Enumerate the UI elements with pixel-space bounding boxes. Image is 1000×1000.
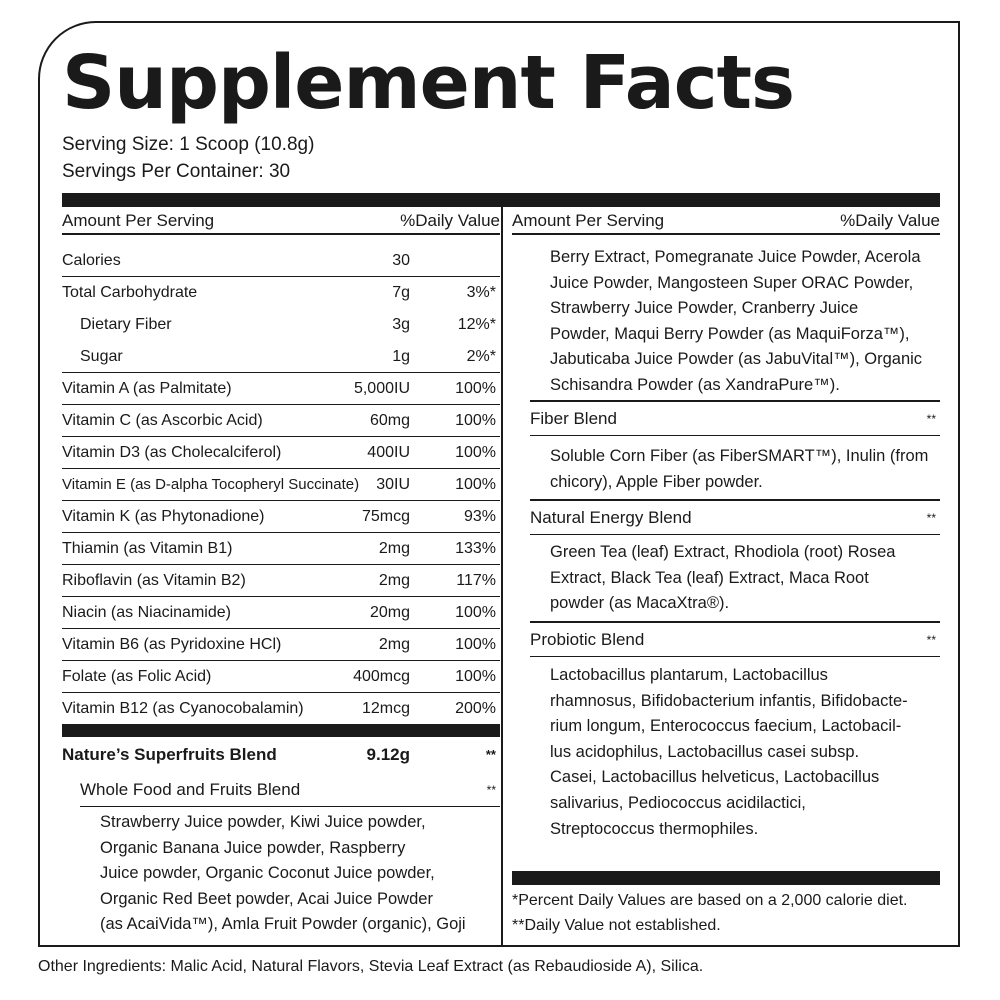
nutrient-row	[62, 661, 500, 693]
nutrient-row	[62, 245, 500, 277]
nutrient-name: Vitamin K (as Phytonadione)	[62, 508, 265, 525]
nutrient-name: Dietary Fiber	[80, 316, 172, 333]
nutrient-amount: 2mg	[378, 572, 410, 589]
nutrient-amount: 400IU	[367, 444, 410, 461]
ingredient-line: lus acidophilus, Lactobacillus casei subsp.	[550, 742, 860, 761]
energy-ingredients	[550, 540, 940, 617]
nutrient-row	[62, 693, 500, 725]
nutrient-row	[62, 373, 500, 405]
nutrient-daily-value: 100%	[455, 412, 496, 429]
nutrient-amount: 7g	[392, 284, 410, 301]
blend-dv: **	[485, 747, 496, 762]
fiber-blend-name: Fiber Blend	[530, 409, 617, 428]
nutrient-amount: 20mg	[369, 604, 410, 621]
amount-per-serving-header: Amount Per Serving	[512, 211, 665, 230]
nutrient-name: Vitamin E (as D-alpha Tocopheryl Succinate)	[62, 476, 360, 493]
ingredient-line: salivarius, Pediococcus acidilactici,	[550, 793, 806, 812]
nutrient-amount: 2mg	[378, 636, 410, 653]
probiotic-ingredients	[550, 663, 940, 842]
serving-size: Serving Size: 1 Scoop (10.8g)	[62, 134, 315, 155]
nutrient-daily-value: 100%	[455, 380, 496, 397]
left-header	[62, 207, 500, 235]
nutrient-name: Vitamin C (as Ascorbic Acid)	[62, 412, 263, 429]
nutrient-name: Folate (as Folic Acid)	[62, 668, 212, 685]
nutrient-daily-value: 12%*	[457, 316, 496, 333]
ingredient-line: Schisandra Powder (as XandraPure™).	[550, 375, 840, 394]
column-divider	[501, 207, 503, 945]
blend-thick-rule	[62, 725, 500, 737]
nutrient-amount: 30	[392, 252, 410, 269]
whole-food-blend-name: Whole Food and Fruits Blend	[80, 780, 301, 799]
nutrient-row	[62, 565, 500, 597]
ingredient-line: Juice Powder, Mangosteen Super ORAC Powder,	[550, 273, 914, 292]
amount-per-serving-header: Amount Per Serving	[62, 211, 215, 230]
ingredient-line: Strawberry Juice Powder, Cranberry Juice	[550, 299, 859, 318]
nutrient-name: Thiamin (as Vitamin B1)	[62, 540, 233, 557]
ingredient-line: Juice powder, Organic Coconut Juice powder,	[100, 864, 435, 883]
nutrient-daily-value: 100%	[455, 604, 496, 621]
nutrient-row	[62, 309, 500, 341]
left-column	[62, 207, 500, 945]
nutrient-daily-value: 117%	[456, 572, 496, 589]
nutrient-name: Vitamin D3 (as Cholecalciferol)	[62, 444, 282, 461]
energy-blend-name: Natural Energy Blend	[530, 508, 692, 527]
nutrient-name: Calories	[62, 252, 121, 269]
whole-food-blend-dv: **	[486, 783, 496, 797]
ingredient-line: Extract, Black Tea (leaf) Extract, Maca Root	[550, 568, 869, 587]
nutrient-daily-value: 93%	[463, 508, 496, 525]
nutrient-daily-value: 100%	[455, 668, 496, 685]
nutrient-row	[62, 469, 500, 501]
fiber-blend-dv: **	[926, 412, 936, 426]
probiotic-blend-dv: **	[926, 633, 936, 647]
ingredient-line: Organic Red Beet powder, Acai Juice Powder	[100, 889, 433, 908]
nutrient-name: Sugar	[80, 348, 123, 365]
fiber-ingredients	[550, 444, 940, 495]
fiber-blend-row	[530, 402, 940, 436]
blend-amount: 9.12g	[366, 745, 410, 764]
right-column	[512, 207, 940, 945]
nutrient-amount: 1g	[392, 348, 410, 365]
blend-name: Nature’s Superfruits Blend	[62, 745, 277, 764]
nutrient-daily-value: 133%	[455, 540, 496, 557]
nutrient-row	[62, 437, 500, 469]
footnote-not-established: **Daily Value not established.	[512, 917, 721, 934]
whole-food-ingredients-right	[550, 245, 940, 399]
nutrient-row	[62, 277, 500, 309]
ingredient-line: Jabuticaba Juice Powder (as JabuVital™), Organic	[550, 350, 923, 369]
ingredient-line: Organic Banana Juice powder, Raspberry	[100, 838, 406, 857]
probiotic-blend-row	[530, 623, 940, 657]
footnote-percent-dv: *Percent Daily Values are based on a 2,000 calorie diet.	[512, 892, 908, 909]
supplement-facts-panel	[38, 21, 960, 947]
footnote-thick-rule	[512, 871, 940, 885]
ingredient-line: Green Tea (leaf) Extract, Rhodiola (root) Rosea	[550, 543, 896, 561]
nutrient-amount: 3g	[392, 316, 410, 333]
other-ingredients: Other Ingredients: Malic Acid, Natural Flavors, Stevia Leaf Extract (as Rebaudioside A), Silica.	[38, 958, 704, 975]
nutrient-name: Vitamin B6 (as Pyridoxine HCl)	[62, 636, 282, 653]
nutrient-daily-value: 100%	[455, 476, 496, 493]
nutrient-amount: 12mcg	[361, 700, 410, 717]
nutrient-name: Total Carbohydrate	[62, 284, 198, 301]
probiotic-blend-name: Probiotic Blend	[530, 630, 645, 649]
ingredient-line: Casei, Lactobacillus helveticus, Lactobacillus	[550, 768, 880, 787]
whole-food-blend-row	[80, 773, 500, 807]
ingredient-line: powder (as MacaXtra®).	[550, 594, 730, 613]
ingredient-line: Powder, Maqui Berry Powder (as MaquiForza™),	[550, 324, 910, 343]
whole-food-ingredients-left	[100, 810, 466, 938]
ingredient-line: Soluble Corn Fiber (as FiberSMART™), Inulin (from	[550, 447, 929, 465]
nutrient-row	[62, 629, 500, 661]
daily-value-header: %Daily Value	[840, 211, 940, 230]
ingredient-line: Streptococcus thermophiles.	[550, 819, 759, 838]
nutrient-amount: 400mcg	[353, 668, 410, 685]
ingredient-line: Lactobacillus plantarum, Lactobacillus	[550, 666, 828, 684]
energy-blend-row	[530, 501, 940, 535]
nutrient-amount: 75mcg	[361, 508, 410, 525]
nutrient-row	[62, 405, 500, 437]
superfruits-blend-row	[62, 738, 500, 772]
nutrient-amount: 60mg	[369, 412, 410, 429]
ingredient-line: rhamnosus, Bifidobacterium infantis, Bifidobacte-	[550, 691, 908, 710]
right-header	[512, 207, 940, 235]
nutrient-amount: 2mg	[378, 540, 410, 557]
nutrient-row	[62, 533, 500, 565]
nutrient-row	[62, 597, 500, 629]
nutrient-name: Vitamin A (as Palmitate)	[62, 380, 232, 397]
nutrient-row	[62, 341, 500, 373]
nutrient-daily-value: 200%	[455, 700, 496, 717]
nutrient-amount: 30IU	[376, 476, 410, 493]
nutrient-name: Riboflavin (as Vitamin B2)	[62, 572, 246, 589]
energy-blend-dv: **	[926, 511, 936, 525]
nutrient-daily-value: 2%*	[466, 348, 496, 365]
daily-value-header: %Daily Value	[400, 211, 500, 230]
ingredient-line: rium longum, Enterococcus faecium, Lactobacil-	[550, 717, 902, 736]
panel-title: Supplement Facts	[62, 40, 795, 126]
servings-per-container: Servings Per Container: 30	[62, 161, 291, 182]
ingredient-line: Strawberry Juice powder, Kiwi Juice powder,	[100, 813, 426, 831]
ingredient-line: chicory), Apple Fiber powder.	[550, 472, 763, 491]
top-thick-rule	[62, 193, 940, 207]
nutrient-daily-value: 100%	[455, 636, 496, 653]
nutrient-daily-value: 3%*	[466, 284, 496, 301]
nutrient-row	[62, 501, 500, 533]
nutrient-daily-value: 100%	[455, 444, 496, 461]
nutrient-name: Vitamin B12 (as Cyanocobalamin)	[62, 700, 304, 717]
ingredient-line: (as AcaiVida™), Amla Fruit Powder (organic), Goji	[100, 915, 466, 934]
nutrient-name: Niacin (as Niacinamide)	[62, 604, 231, 621]
ingredient-line: Berry Extract, Pomegranate Juice Powder, Acerola	[550, 248, 921, 266]
nutrient-amount: 5,000IU	[353, 380, 410, 397]
